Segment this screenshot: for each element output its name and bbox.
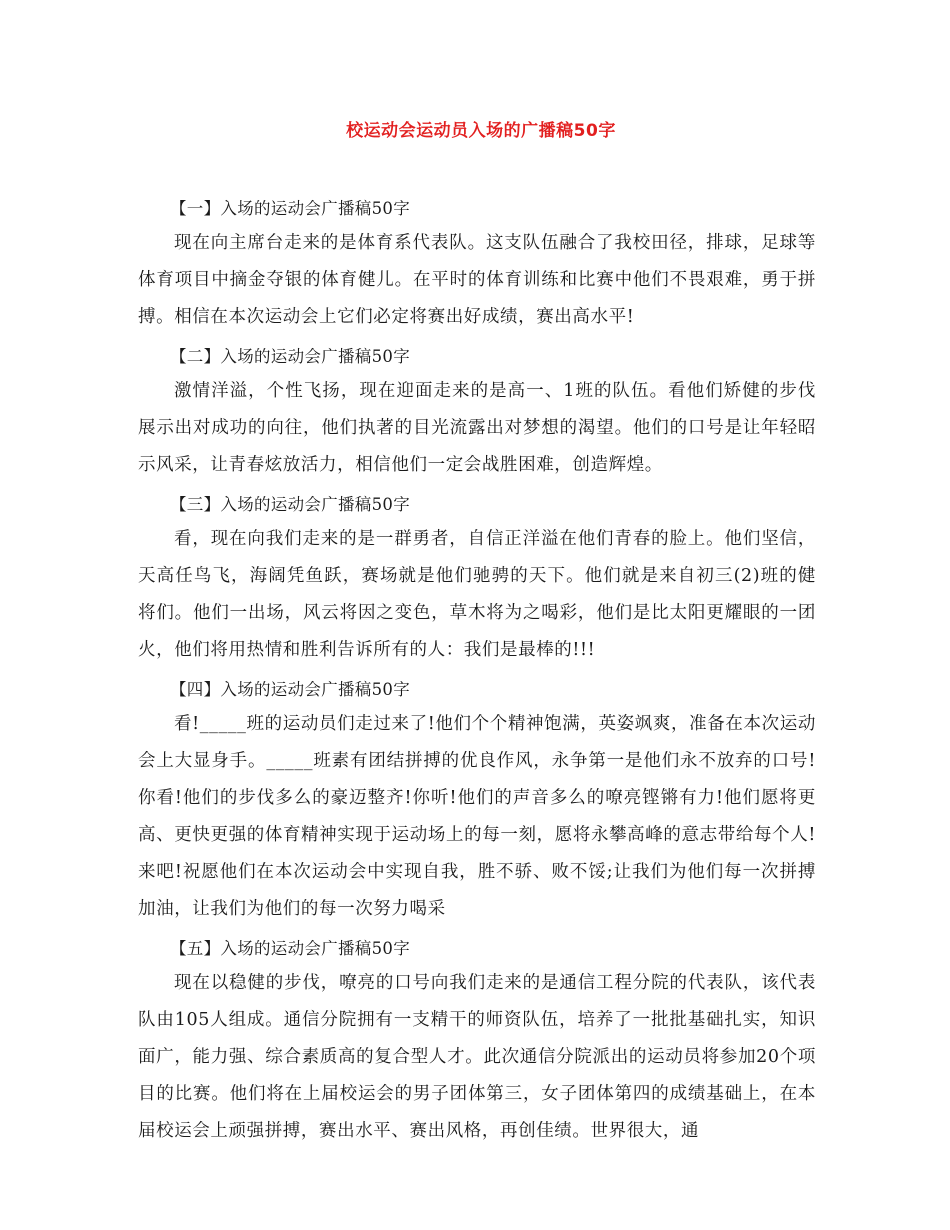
- section-body: 看，现在向我们走来的是一群勇者，自信正洋溢在他们青春的脸上。他们坚信，天高任鸟飞，海阔凭鱼跃，赛场就是他们驰骋的天下。他们就是来自初三(2)班的健将们。他们一出场，风云将因之变色，草木将为之喝彩，他们是比太阳更耀眼的一团火，他们将用热情和胜利告诉所有的人：我们是最棒的!!!: [138, 529, 816, 660]
- section-heading: 【三】入场的运动会广播稿50字: [170, 495, 410, 514]
- section-heading: 【一】入场的运动会广播稿50字: [170, 199, 410, 218]
- section-3: [138, 488, 816, 669]
- section-1: [138, 192, 816, 336]
- section-body: 激情洋溢，个性飞扬，现在迎面走来的是高一、1班的队伍。看他们矫健的步伐展示出对成功的向往，他们执著的目光流露出对梦想的渴望。他们的口号是让年轻昭示风采，让青春炫放活力，相信他们一定会战胜困难，创造辉煌。: [138, 381, 816, 475]
- section-heading: 【五】入场的运动会广播稿50字: [170, 939, 410, 958]
- section-4: [138, 673, 816, 928]
- section-body: 现在以稳健的步伐，嘹亮的口号向我们走来的是通信工程分院的代表队，该代表队由105人组成。通信分院拥有一支精干的师资队伍，培养了一批批基础扎实，知识面广，能力强、综合素质高的复合型人才。此次通信分院派出的运动员将参加20个项目的比赛。他们将在上届校运会的男子团体第三，女子团体第四的成绩基础上，在本届校运会上顽强拼搏，赛出水平、赛出风格，再创佳绩。世界很大，通: [138, 973, 816, 1141]
- document-title: 校运动会运动员入场的广播稿50字: [346, 121, 616, 141]
- section-5: [138, 932, 816, 1150]
- section-body: 现在向主席台走来的是体育系代表队。这支队伍融合了我校田径，排球，足球等体育项目中摘金夺银的体育健儿。在平时的体育训练和比赛中他们不畏艰难，勇于拼搏。相信在本次运动会上它们必定将赛出好成绩，赛出高水平!: [138, 233, 816, 327]
- section-body: 看!_____班的运动员们走过来了!他们个个精神饱满，英姿飒爽，准备在本次运动会上大显身手。_____班素有团结拼搏的优良作风，永争第一是他们永不放弃的口号!你看!他们的步伐多么的豪迈整齐!你听!他们的声音多么的嘹亮铿锵有力!他们愿将更高、更快更强的体育精神实现于运动场上的每一刻，愿将永攀高峰的意志带给每个人!来吧!祝愿他们在本次运动会中实现自我，胜不骄、败不馁;让我们为他们每一次拼搏加油，让我们为他们的每一次努力喝采: [138, 714, 816, 919]
- document-page: [138, 118, 816, 1154]
- section-heading: 【四】入场的运动会广播稿50字: [170, 680, 410, 699]
- section-heading: 【二】入场的运动会广播稿50字: [170, 347, 410, 366]
- section-2: [138, 340, 816, 484]
